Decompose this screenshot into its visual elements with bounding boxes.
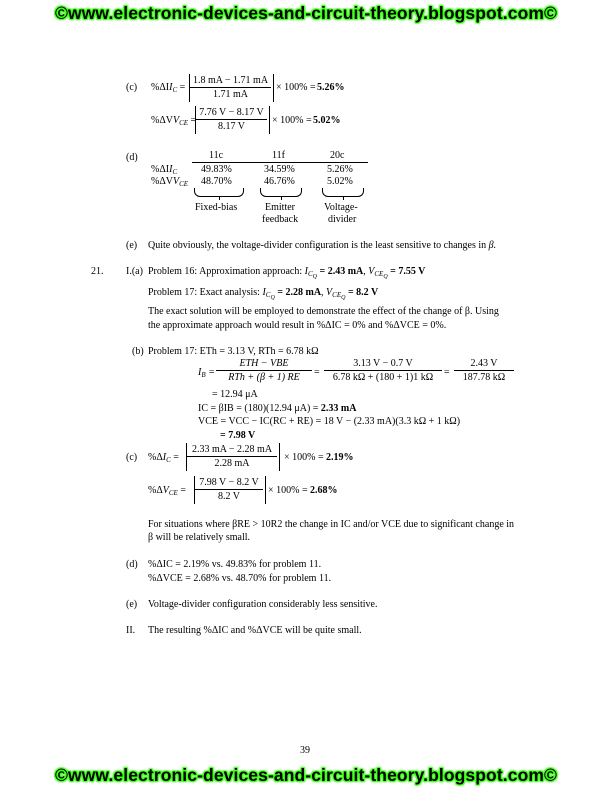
d1-col-20c: 20c [330,150,345,161]
ib-eq-1: = [314,367,320,378]
d1-group-fixed-bias: Fixed-bias [195,202,238,213]
c1-vce-lhs: $\%\Delta VV_{CE}$ = [151,115,197,127]
d1-row1-label: $\%\Delta II_C$ [151,164,178,176]
c1-ic-result: 5.26% [317,82,345,93]
ib-frac-2 [324,358,442,383]
ib-frac-2-num: 3.13 V − 0.7 V [324,358,442,371]
d1-group-emitter: Emitter [265,202,295,213]
d1-group-feedback: feedback [262,214,299,225]
p21-note1: For situations where βRE > 10R2 the change in IC and/or VCE due to significant change in [148,519,515,530]
p21-a2: Problem 17: Exact analysis: $I_{C_Q} = 2.28$ mA, $V_{CE_Q} = 8.2$ V [148,287,379,301]
ib-frac-1-num: ETH − VBE [216,358,312,371]
d1-group-voltage: Voltage- [324,202,358,213]
d1-row1-c1: 49.83% [201,164,232,175]
p21-c-vce-den: 8.2 V [217,491,241,502]
d1-header-rule [192,162,368,163]
c1-ic-mult: × 100% = [276,82,316,93]
p21-c-ic-fraction [187,444,277,469]
ib-frac-1-den: RTh + (β + 1) RE [228,372,300,383]
p21-c-vce-lhs: $\%\Delta V_{CE}$ = [148,485,186,497]
ib-frac-3-den: 187.78 kΩ [462,372,506,383]
d1-row2-label: $\%\Delta VV_{CE}$ [151,176,189,188]
ib-frac-3-num: 2.43 V [454,358,514,371]
ib-result: = 12.94 μA [212,389,258,400]
p21-number: 21. [91,266,104,277]
p21-a-label: I.(a) [126,266,143,277]
p21-ii-text: The resulting %ΔIC and %ΔVCE will be quite small. [148,625,362,636]
d1-group-divider: divider [328,214,357,225]
c1-label: (c) [126,82,138,93]
d1-col-11f: 11f [272,150,285,161]
c1-vce-den: 8.17 V [217,121,246,132]
p21-c-ic-result: 2.19% [326,452,354,463]
d1-brace-3 [322,188,364,197]
ib-frac-1 [216,358,312,383]
ib-lhs: $I_B$ = [198,367,215,379]
d1-label: (d) [126,152,138,163]
c1-ic-lhs: $\%\Delta II_C$ = [151,82,186,94]
p21-d-label: (d) [126,559,138,570]
ib-frac-2-den: 6.78 kΩ + (180 + 1)1 kΩ [332,372,434,383]
p21-e-label: (e) [126,599,138,610]
p21-e-text: Voltage-divider configuration considerably less sensitive. [148,599,378,610]
c1-vce-num: 7.76 V − 8.17 V [196,107,267,120]
p21-c-vce-fraction [195,477,263,502]
d1-row2-c1: 48.70% [201,176,232,187]
p21-c-vce-num: 7.98 V − 8.2 V [195,477,263,490]
vce-line: VCE = VCC − IC(RC + RE) = 18 V − (2.33 mA)(3.3 kΩ + 1 kΩ) [198,416,461,427]
p21-a3: The exact solution will be employed to demonstrate the effect of the change of β. Using [148,306,499,317]
p21-c-ic-lhs: $\%\Delta I_C$ = [148,452,179,464]
d1-row2-c3: 5.02% [327,176,353,187]
p21-c-vce-result: 2.68% [310,485,338,496]
c1-vce-fraction [196,107,267,132]
e1-label: (e) [126,240,138,251]
p21-a1: Problem 16: Approximation approach: $I_{C_Q} = 2.43$ mA, $V_{CE_Q} = 7.55$ V [148,266,426,280]
c1-vce-result: 5.02% [313,115,341,126]
ib-eq-2: = [444,367,450,378]
e1-text: Quite obviously, the voltage-divider configuration is the least sensitive to changes in β. [148,240,497,251]
p21-c-ic-num: 2.33 mA − 2.28 mA [187,444,277,457]
p21-c-ic-mult: × 100% = [284,452,324,463]
d1-row1-c2: 34.59% [264,164,295,175]
c1-ic-den: 1.71 mA [213,89,248,100]
vce-val: = 7.98 V [220,430,256,441]
d1-brace-2 [260,188,302,197]
c1-vce-mult: × 100% = [272,115,312,126]
ib-frac-3 [454,358,514,383]
ic-line: IC = βIB = (180)(12.94 μA) = 2.33 mA [198,403,357,414]
p21-d2: %ΔVCE = 2.68% vs. 48.70% for problem 11. [148,573,332,584]
p21-b1: Problem 17: ETh = 3.13 V, RTh = 6.78 kΩ [148,346,319,357]
d1-brace-1 [194,188,244,197]
p21-c-ic-den: 2.28 mA [214,458,250,469]
c1-ic-fraction [190,75,271,100]
watermark-top: ©www.electronic-devices-and-circuit-theory.blogspot.com© [54,3,558,23]
watermark-bottom: ©www.electronic-devices-and-circuit-theory.blogspot.com© [54,765,558,785]
c1-ic-num: 1.8 mA − 1.71 mA [190,75,271,88]
p21-ii-label: II. [126,625,136,636]
d1-row1-c3: 5.26% [327,164,353,175]
p21-d1: %ΔIC = 2.19% vs. 49.83% for problem 11. [148,559,322,570]
p21-c-vce-mult: × 100% = [268,485,308,496]
page-number: 39 [300,745,310,756]
d1-col-11c: 11c [209,150,224,161]
p21-note2: β will be relatively small. [148,532,251,543]
p21-c-label: (c) [126,452,138,463]
p21-b-label: (b) [132,346,144,357]
d1-row2-c2: 46.76% [264,176,295,187]
p21-a4: the approximate approach would result in %ΔIC = 0% and %ΔVCE = 0%. [148,320,447,331]
